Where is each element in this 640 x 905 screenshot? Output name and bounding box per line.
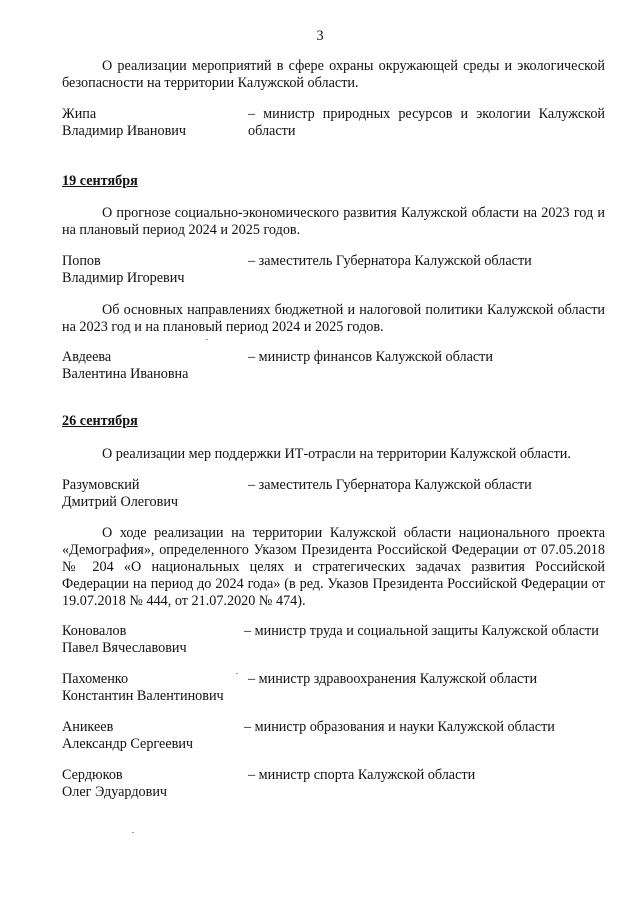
speaker-given-names: Олег Эдуардович <box>62 784 168 800</box>
speaker-given-names: Александр Сергеевич <box>62 736 194 752</box>
agenda-item-text: О реализации мер поддержки ИТ-отрасли на территории Калужской области. <box>102 446 571 462</box>
speaker-given-names: Владимир Игоревич <box>62 270 185 286</box>
speaker-name <box>62 106 262 140</box>
speaker-name <box>62 623 262 657</box>
speaker-surname: Попов <box>62 253 101 269</box>
speaker-name <box>62 767 262 801</box>
speaker-role: – министр здравоохранения Калужской области <box>248 671 538 687</box>
speaker-name <box>62 477 262 511</box>
meeting-date: 26 сентября <box>62 413 138 429</box>
speaker-name <box>62 349 262 383</box>
agenda-item-text: Об основных направлениях бюджетной и налоговой политики Калужской области на 2023 год и на плановый период 2024 и 2025 годов. <box>62 302 605 335</box>
scan-speck <box>132 832 134 833</box>
speaker-name <box>62 671 262 705</box>
speaker-name <box>62 719 262 753</box>
speaker-surname: Пахоменко <box>62 671 129 687</box>
speaker-given-names: Павел Вячеславович <box>62 640 187 656</box>
speaker-given-names: Константин Валентинович <box>62 688 224 704</box>
scan-speck <box>206 339 208 340</box>
speaker-role: – заместитель Губернатора Калужской области <box>248 253 532 269</box>
speaker-given-names: Дмитрий Олегович <box>62 494 179 510</box>
speaker-surname: Авдеева <box>62 349 112 365</box>
speaker-given-names: Владимир Иванович <box>62 123 187 139</box>
speaker-surname: Аникеев <box>62 719 114 735</box>
speaker-role: – министр финансов Калужской области <box>248 349 493 365</box>
speaker-surname: Коновалов <box>62 623 127 639</box>
scan-speck <box>236 673 238 674</box>
speaker-surname: Жипа <box>62 106 97 122</box>
page-number: 3 <box>316 28 324 44</box>
agenda-item-text: О реализации мероприятий в сфере охраны окружающей среды и экологической безопасности на территории Калужской области. <box>62 58 605 91</box>
speaker-given-names: Валентина Ивановна <box>62 366 189 382</box>
speaker-role: – министр спорта Калужской области <box>248 767 476 783</box>
speaker-surname: Разумовский <box>62 477 140 493</box>
meeting-date: 19 сентября <box>62 173 138 189</box>
speaker-role: – заместитель Губернатора Калужской области <box>248 477 532 493</box>
agenda-item-text: О ходе реализации на территории Калужской области национального проекта «Демография», определенного Указом Президента Российской Федерации от 07.05.2018 № 204 «О национальных целях и стратегических задачах развития Российской Федерации на период до 2024 года» (в ред. Указов Президента Российской Федерации от 19.07.2018 № 444, от 21.07.2020 № 474). <box>62 525 605 609</box>
speaker-role: – министр труда и социальной защиты Калужской области <box>244 623 599 639</box>
speaker-surname: Сердюков <box>62 767 123 783</box>
speaker-name <box>62 253 262 287</box>
speaker-role: – министр образования и науки Калужской области <box>244 719 555 735</box>
agenda-item-text: О прогнозе социально-экономического развития Калужской области на 2023 год и на плановый период 2024 и 2025 годов. <box>62 205 605 238</box>
speaker-role: – министр природных ресурсов и экологии Калужской области <box>248 106 605 139</box>
